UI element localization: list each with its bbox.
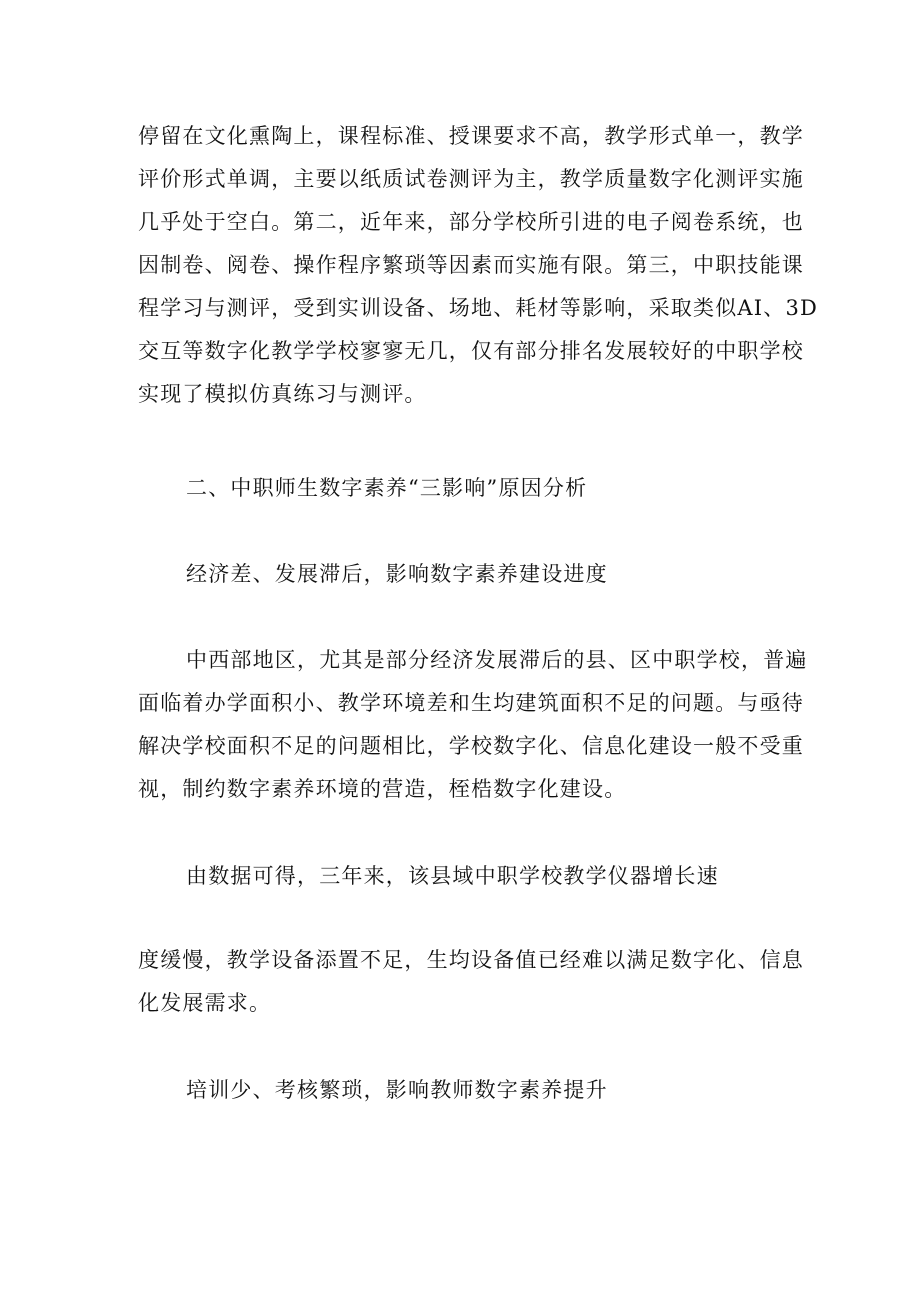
text-line: 度缓慢，教学设备添置不足，生均设备值已经难以满足数字化、信息 [138,948,804,972]
text-line: 化发展需求。 [138,991,272,1015]
text-line: 视，制约数字素养环境的营造，桎梏数字化建设。 [138,777,627,801]
text-line: 几乎处于空白。第二，近年来，部分学校所引进的电子阅卷系统，也 [138,210,804,234]
text-line: 程学习与测评，受到实训设备、场地、耗材等影响，采取类似AI、3D [138,296,819,320]
text-line: 实现了模拟仿真练习与测评。 [138,382,427,406]
text-line: 面临着办学面积小、教学环境差和生均建筑面积不足的问题。与亟待 [138,691,804,715]
text-line: 停留在文化熏陶上，课程标准、授课要求不高，教学形式单一，教学 [138,124,804,148]
paragraph-3-start: 由数据可得，三年来，该县域中职学校教学仪器增长速 [186,864,719,888]
text-line: 因制卷、阅卷、操作程序繁琐等因素而实施有限。第三，中职技能课 [138,253,804,277]
text-line: 交互等数字化教学学校寥寥无几，仅有部分排名发展较好的中职学校 [138,339,804,363]
text-line: 中西部地区，尤其是部分经济发展滞后的县、区中职学校，普遍 [186,648,808,672]
subheading-training: 培训少、考核繁琐，影响教师数字素养提升 [186,1078,608,1102]
text-line: 评价形式单调，主要以纸质试卷测评为主，教学质量数字化测评实施 [138,167,804,191]
section-heading: 二、中职师生数字素养“三影响”原因分析 [186,476,588,500]
text-line: 解决学校面积不足的问题相比，学校数字化、信息化建设一般不受重 [138,734,804,758]
subheading-economy: 经济差、发展滞后，影响数字素养建设进度 [186,562,608,586]
